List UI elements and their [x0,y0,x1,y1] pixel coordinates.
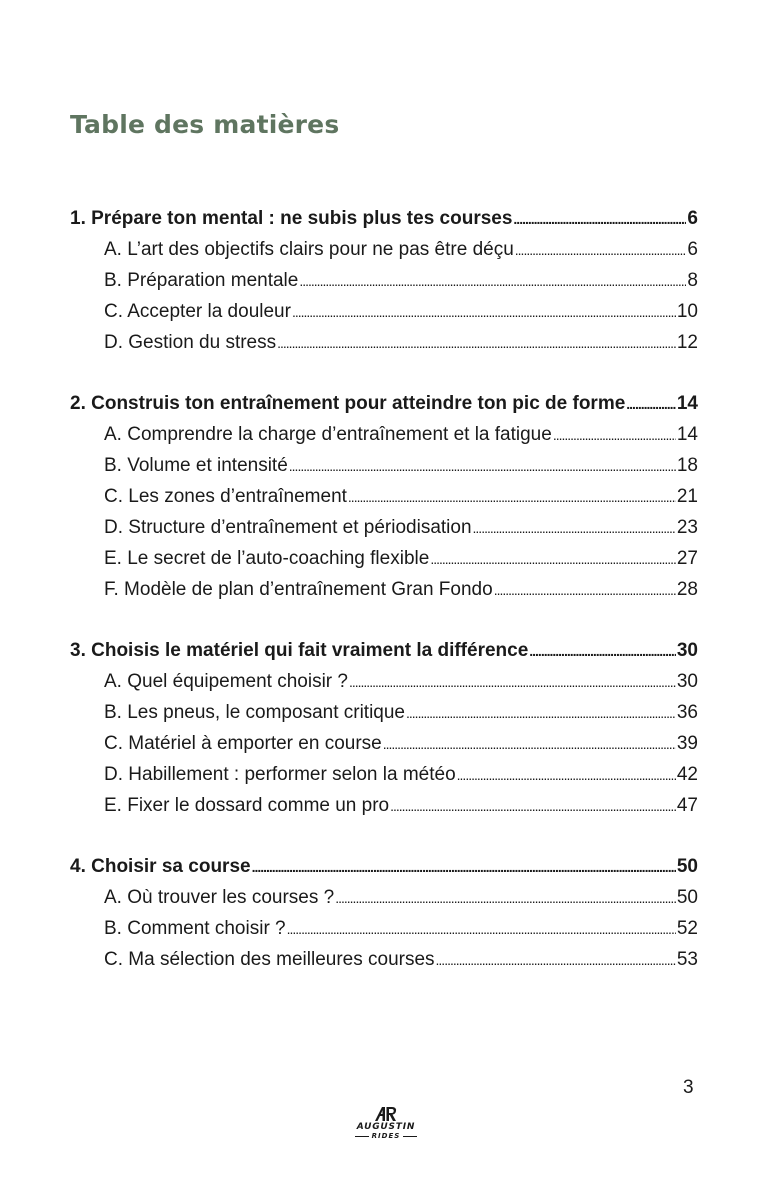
toc-item[interactable] [70,697,698,728]
toc-chapter-4[interactable] [70,851,698,882]
dot-leader [515,234,687,266]
toc-item[interactable] [70,666,698,697]
toc-item[interactable] [70,327,698,358]
dot-leader [390,790,676,822]
dot-leader [553,419,676,451]
dot-leader [299,265,686,297]
toc-entry-label: A. Comprendre la charge d’entraînement et la fatigue [104,424,552,445]
toc-entry-page: 23 [676,517,698,538]
toc-entry-page: 12 [676,332,698,353]
toc-item[interactable] [70,265,698,296]
toc-entry-label: C. Matériel à emporter en course [104,733,382,754]
toc-section-2 [70,388,698,605]
toc-entry-label: D. Structure d’entraînement et périodisation [104,517,472,538]
toc-chapter-3[interactable] [70,635,698,666]
toc-entry-page: 47 [676,795,698,816]
dot-leader [626,388,676,420]
toc-item[interactable] [70,913,698,944]
logo-rule [355,1136,369,1137]
toc-entry-label: 1. Prépare ton mental : ne subis plus tes courses [70,208,513,229]
dot-leader [383,728,676,760]
toc-entry-label: E. Le secret de l’auto-coaching flexible [104,548,430,569]
toc-entry-label: 4. Choisir sa course [70,856,251,877]
toc-entry-label: D. Habillement : performer selon la météo [104,764,456,785]
toc-entry-label: F. Modèle de plan d’entraînement Gran Fondo [104,579,493,600]
toc-item[interactable] [70,728,698,759]
logo-sub-text: RIDES [371,1132,401,1140]
toc-entry-label: B. Comment choisir ? [104,918,286,939]
dot-leader [406,697,676,729]
toc-entry-page: 50 [676,856,698,877]
toc-entry-label: B. Volume et intensité [104,455,288,476]
toc-entry-page: 14 [676,393,698,414]
toc-entry-label: C. Accepter la douleur [104,301,291,322]
toc-chapter-2[interactable] [70,388,698,419]
toc-item[interactable] [70,759,698,790]
toc-entry-page: 8 [687,270,698,291]
toc-entry-page: 42 [676,764,698,785]
toc-entry-page: 14 [676,424,698,445]
toc-entry-label: A. Où trouver les courses ? [104,887,335,908]
toc-section-1 [70,203,698,358]
dot-leader [513,203,686,235]
dot-leader [289,450,676,482]
dot-leader [436,944,676,976]
toc-entry-page: 27 [676,548,698,569]
toc-entry-page: 39 [676,733,698,754]
toc-item[interactable] [70,481,698,512]
toc-entry-label: B. Préparation mentale [104,270,299,291]
table-of-contents [70,203,698,1005]
dot-leader [292,296,676,328]
logo-sub [350,1132,422,1141]
dot-leader [252,851,676,883]
dot-leader [473,512,676,544]
toc-entry-label: D. Gestion du stress [104,332,277,353]
dot-leader [287,913,676,945]
toc-entry-label: E. Fixer le dossard comme un pro [104,795,390,816]
toc-section-4 [70,851,698,975]
toc-item[interactable] [70,450,698,481]
dot-leader [457,759,676,791]
toc-entry-label: C. Les zones d’entraînement [104,486,347,507]
toc-entry-page: 18 [676,455,698,476]
toc-chapter-1[interactable] [70,203,698,234]
dot-leader [335,882,676,914]
logo-rule [403,1136,417,1137]
toc-entry-label: A. Quel équipement choisir ? [104,671,348,692]
dot-leader [529,635,676,667]
toc-entry-page: 53 [676,949,698,970]
toc-item[interactable] [70,234,698,265]
toc-item[interactable] [70,944,698,975]
dot-leader [494,574,676,606]
toc-item[interactable] [70,296,698,327]
toc-section-3 [70,635,698,821]
toc-entry-page: 30 [676,671,698,692]
toc-entry-page: 30 [676,640,698,661]
dot-leader [349,666,676,698]
toc-entry-label: 2. Construis ton entraînement pour atteindre ton pic de forme [70,393,626,414]
dot-leader [277,327,676,359]
toc-item[interactable] [70,790,698,821]
toc-item[interactable] [70,574,698,605]
toc-entry-page: 10 [676,301,698,322]
toc-entry-label: A. L’art des objectifs clairs pour ne pas être déçu [104,239,514,260]
brand-logo [350,1106,422,1152]
toc-entry-page: 21 [676,486,698,507]
page-number: 3 [683,1077,694,1098]
dot-leader [348,481,676,513]
toc-entry-label: 3. Choisis le matériel qui fait vraiment la différence [70,640,529,661]
toc-entry-page: 50 [676,887,698,908]
toc-item[interactable] [70,543,698,574]
dot-leader [430,543,676,575]
toc-entry-page: 6 [687,239,698,260]
toc-item[interactable] [70,512,698,543]
toc-entry-page: 36 [676,702,698,723]
toc-item[interactable] [70,882,698,913]
toc-entry-page: 6 [687,208,698,229]
toc-entry-label: B. Les pneus, le composant critique [104,702,406,723]
toc-entry-page: 28 [676,579,698,600]
toc-entry-page: 52 [676,918,698,939]
logo-brand-text: AUGUSTIN [356,1122,416,1132]
toc-item[interactable] [70,419,698,450]
toc-entry-label: C. Ma sélection des meilleures courses [104,949,435,970]
page-title: Table des matières [70,110,340,139]
ar-monogram-icon [373,1106,399,1122]
